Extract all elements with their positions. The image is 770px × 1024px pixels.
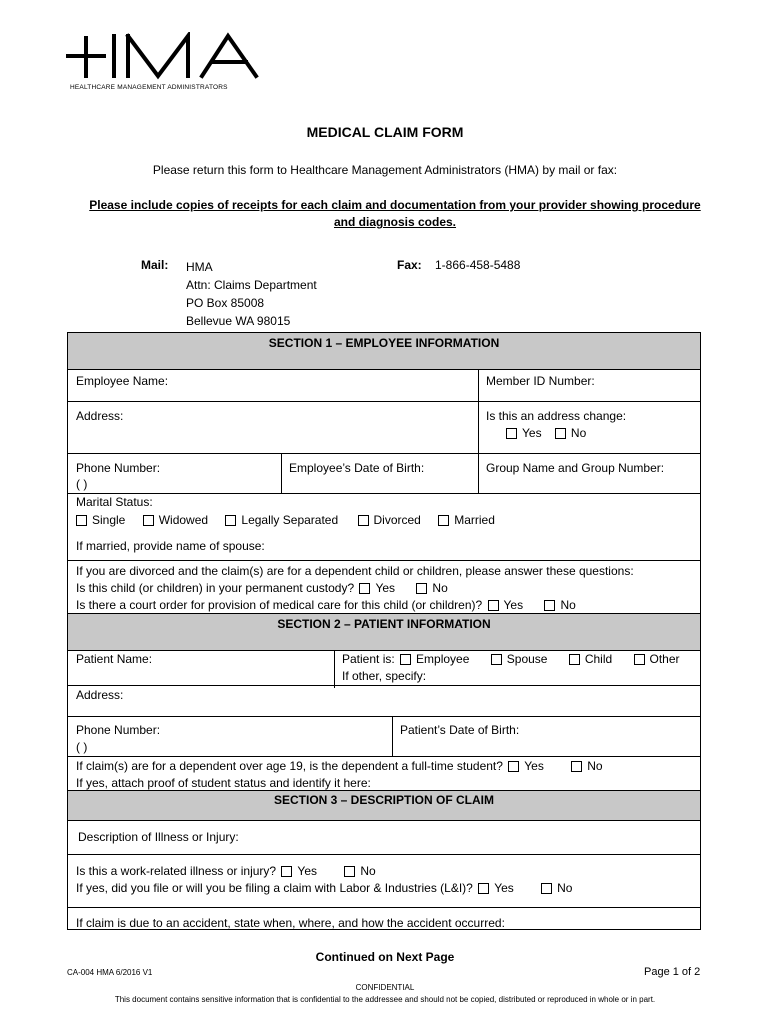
lni-no-checkbox[interactable]: [541, 883, 552, 894]
divider: [68, 493, 700, 494]
employee-phone-label: Phone Number:: [76, 461, 161, 475]
divider: [68, 716, 700, 717]
patient-is-row: [342, 651, 680, 667]
intro-text: Please return this form to Healthcare Management Administrators (HMA) by mail or fax:: [152, 163, 618, 177]
custody-question-row: [76, 580, 448, 596]
divider: [68, 401, 700, 402]
yes-label: Yes: [297, 864, 317, 878]
logo-mark-text: +IMA: [66, 32, 69, 33]
address-change-yes-checkbox[interactable]: [506, 428, 517, 439]
form-title: MEDICAL CLAIM FORM: [306, 124, 464, 140]
court-no-checkbox[interactable]: [544, 600, 555, 611]
description-label: Description of Illness or Injury:: [78, 830, 239, 844]
patient-is-label: Patient is:: [342, 652, 395, 666]
court-yes-checkbox[interactable]: [488, 600, 499, 611]
custody-no-checkbox[interactable]: [416, 583, 427, 594]
fax-number: 1-866-458-5488: [435, 258, 521, 272]
divider: [68, 907, 700, 908]
yes-label: Yes: [503, 598, 524, 612]
yes-label: Yes: [522, 426, 542, 440]
work-question-row: [76, 863, 376, 879]
marital-options: [74, 512, 495, 528]
child-label: Child: [584, 652, 613, 666]
no-label: No: [557, 881, 573, 895]
mail-address: [186, 258, 317, 330]
patient-name-label: Patient Name:: [76, 652, 153, 666]
patient-spouse-checkbox[interactable]: [491, 654, 502, 665]
divorced-checkbox[interactable]: [358, 515, 369, 526]
married-label: Married: [454, 513, 495, 527]
divider: [68, 854, 700, 855]
employee-address-label: Address:: [76, 409, 124, 423]
spouse-label: Spouse: [506, 652, 548, 666]
group-label: Group Name and Group Number:: [486, 461, 665, 475]
form-number: CA-004 HMA 6/2016 V1: [67, 968, 153, 977]
single-checkbox[interactable]: [76, 515, 87, 526]
employee-label: Employee: [416, 652, 470, 666]
mail-line: PO Box 85008: [186, 296, 265, 310]
legally-separated-checkbox[interactable]: [225, 515, 236, 526]
employee-name-label: Employee Name:: [76, 374, 169, 388]
divider: [68, 453, 700, 454]
widowed-label: Widowed: [158, 513, 209, 527]
address-change-options: [504, 425, 586, 441]
logo-subtitle: HEALTHCARE MANAGEMENT ADMINISTRATORS: [70, 84, 228, 91]
employee-phone-area: ( ): [76, 477, 88, 491]
custody-yes-checkbox[interactable]: [359, 583, 370, 594]
section2-header: SECTION 2 – PATIENT INFORMATION: [68, 614, 700, 651]
work-question: Is this a work-related illness or injury?: [76, 864, 277, 878]
mail-line: HMA: [186, 260, 213, 274]
page-number: Page 1 of 2: [644, 966, 701, 978]
yes-label: Yes: [494, 881, 514, 895]
patient-phone-label: Phone Number:: [76, 723, 161, 737]
lni-question: If yes, did you file or will you be filing a claim with Labor & Industries (L&I)?: [76, 881, 473, 895]
patient-phone-area: ( ): [76, 740, 88, 754]
student-no-checkbox[interactable]: [571, 761, 582, 772]
court-question-row: [76, 597, 576, 613]
continued-label: Continued on Next Page: [315, 950, 455, 964]
no-label: No: [432, 581, 448, 595]
student-question-row: [76, 758, 603, 774]
other-label: Other: [649, 652, 680, 666]
divorced-question: If you are divorced and the claim(s) are for a dependent child or children, please answer these questions:: [76, 564, 634, 578]
divider: [68, 756, 700, 757]
divider: [478, 369, 479, 493]
receipts-notice: Please include copies of receipts for each claim and documentation from your provider showing procedure and diagnosis codes.: [89, 198, 701, 229]
address-change-label: Is this an address change:: [486, 409, 627, 423]
patient-other-checkbox[interactable]: [634, 654, 645, 665]
work-yes-checkbox[interactable]: [281, 866, 292, 877]
married-checkbox[interactable]: [438, 515, 449, 526]
divider: [392, 716, 393, 756]
no-label: No: [570, 426, 587, 440]
divider: [334, 650, 335, 688]
hma-logo: [66, 32, 262, 84]
student-proof-label: If yes, attach proof of student status and identify it here:: [76, 776, 371, 790]
claim-form-table: [67, 332, 701, 930]
yes-label: Yes: [524, 759, 544, 773]
yes-label: Yes: [375, 581, 396, 595]
fax-label: Fax:: [397, 258, 422, 272]
patient-dob-label: Patient’s Date of Birth:: [400, 723, 520, 737]
no-label: No: [560, 598, 576, 612]
legally-separated-label: Legally Separated: [241, 513, 339, 527]
divorced-label: Divorced: [373, 513, 421, 527]
custody-question: Is this child (or children) in your permanent custody?: [76, 581, 355, 595]
employee-dob-label: Employee’s Date of Birth:: [289, 461, 425, 475]
lni-question-row: [76, 880, 572, 896]
other-specify-label: If other, specify:: [342, 669, 427, 683]
student-yes-checkbox[interactable]: [508, 761, 519, 772]
section1-header: SECTION 1 – EMPLOYEE INFORMATION: [68, 333, 700, 370]
divider: [68, 685, 700, 686]
divider: [281, 453, 282, 493]
mail-label: Mail:: [141, 258, 169, 272]
address-change-no-checkbox[interactable]: [555, 428, 566, 439]
member-id-label: Member ID Number:: [486, 374, 595, 388]
patient-address-label: Address:: [76, 688, 124, 702]
spouse-label: If married, provide name of spouse:: [76, 539, 265, 553]
patient-child-checkbox[interactable]: [569, 654, 580, 665]
no-label: No: [360, 864, 376, 878]
section3-header: SECTION 3 – DESCRIPTION OF CLAIM: [68, 791, 700, 821]
no-label: No: [587, 759, 603, 773]
work-no-checkbox[interactable]: [344, 866, 355, 877]
single-label: Single: [92, 513, 126, 527]
patient-employee-checkbox[interactable]: [400, 654, 411, 665]
confidentiality-disclaimer: This document contains sensitive information that is confidential to the addressee and should not be copied, distributed or reproduced in whole or in part.: [114, 995, 656, 1004]
lni-yes-checkbox[interactable]: [478, 883, 489, 894]
accident-question: If claim is due to an accident, state when, where, and how the accident occurred:: [76, 916, 505, 930]
mail-line: Attn: Claims Department: [186, 278, 317, 292]
mail-line: Bellevue WA 98015: [186, 314, 291, 328]
confidential-label: CONFIDENTIAL: [355, 983, 415, 992]
student-question: If claim(s) are for a dependent over age 19, is the dependent a full-time student?: [76, 759, 503, 773]
court-question: Is there a court order for provision of medical care for this child (or children)?: [76, 598, 483, 612]
widowed-checkbox[interactable]: [143, 515, 154, 526]
divider: [68, 560, 700, 561]
marital-status-label: Marital Status:: [76, 495, 153, 509]
